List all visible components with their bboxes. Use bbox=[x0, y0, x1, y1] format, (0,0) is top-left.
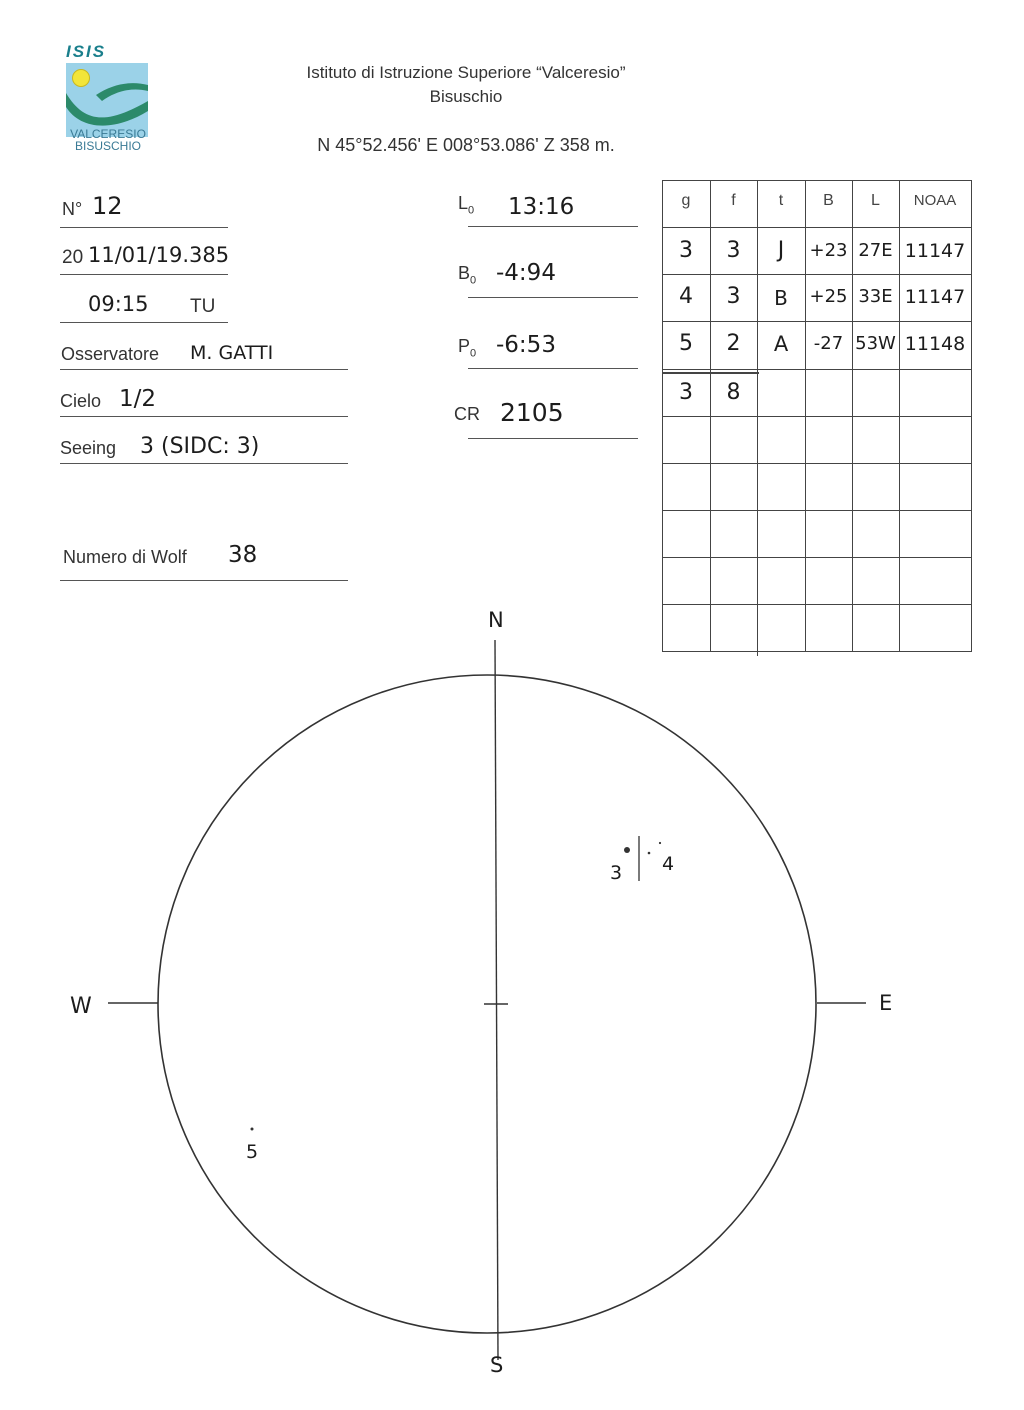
table-cell: 2 bbox=[726, 331, 741, 356]
b0-subscript: 0 bbox=[470, 274, 477, 287]
p0-value: -6:53 bbox=[496, 332, 556, 358]
table-cell: 33E bbox=[858, 286, 893, 307]
date-rule bbox=[60, 274, 228, 275]
table-cell: 11148 bbox=[904, 333, 966, 355]
school-logo bbox=[60, 40, 156, 158]
table-header-l: L bbox=[871, 192, 880, 209]
group-label-4: 4 bbox=[662, 853, 675, 875]
wave-icon bbox=[66, 63, 148, 137]
sunspot-group-4 bbox=[659, 842, 661, 844]
numero-value: 12 bbox=[92, 192, 123, 220]
table-cell: 27E bbox=[858, 240, 893, 261]
table-cell: 5 bbox=[679, 331, 693, 356]
time-unit: TU bbox=[190, 296, 216, 317]
institute-town: Bisuschio bbox=[429, 87, 503, 106]
b0-letter: B bbox=[458, 263, 471, 283]
disk-label-west: W bbox=[70, 994, 92, 1019]
l0-rule bbox=[468, 226, 638, 227]
disk-label-south: S bbox=[490, 1353, 504, 1377]
table-cell: 3 bbox=[726, 238, 741, 263]
logo-emblem bbox=[66, 63, 148, 137]
table-header-f: f bbox=[731, 192, 736, 209]
table-header-g: g bbox=[681, 192, 691, 209]
group-label-5: 5 bbox=[246, 1141, 259, 1163]
wolf-rule bbox=[60, 580, 348, 581]
cr-label: CR bbox=[454, 404, 480, 424]
table-header-b: B bbox=[823, 192, 834, 209]
disk-label-east: E bbox=[879, 991, 893, 1015]
date-value: 11/01/19.385 bbox=[88, 243, 230, 267]
table-row-divider bbox=[662, 557, 972, 558]
table-cell: 3 bbox=[726, 284, 741, 309]
logo-caption bbox=[60, 128, 156, 152]
cr-rule bbox=[468, 438, 638, 439]
table-row-divider bbox=[662, 463, 972, 464]
disk-label-north: N bbox=[488, 608, 504, 632]
table-cell: A bbox=[773, 332, 789, 356]
osservatore-rule bbox=[60, 369, 348, 370]
seeing-value: 3 (SIDC: 3) bbox=[140, 434, 260, 459]
osservatore-label: Osservatore bbox=[61, 344, 160, 364]
logo-caption-line2: BISUSCHIO bbox=[74, 139, 141, 153]
table-cell: +25 bbox=[809, 286, 848, 307]
table-cell: 3 bbox=[679, 238, 693, 263]
table-row-divider bbox=[662, 510, 972, 511]
institute-name: Istituto di Istruzione Superiore “Valceresio” bbox=[306, 63, 626, 82]
cr-value: 2105 bbox=[500, 398, 564, 427]
table-cell: +23 bbox=[809, 240, 848, 261]
numero-label: N° bbox=[62, 199, 83, 219]
north-south-axis bbox=[495, 640, 498, 1360]
l0-value: 13:16 bbox=[508, 194, 575, 220]
table-cell: 53W bbox=[855, 333, 896, 354]
table-total-g: 3 bbox=[679, 380, 693, 405]
seeing-label: Seeing bbox=[60, 438, 117, 458]
table-row-divider bbox=[662, 321, 972, 322]
date-prefix: 20 bbox=[62, 247, 84, 268]
table-row-divider bbox=[662, 416, 972, 417]
table-border-top bbox=[662, 180, 972, 181]
table-total-f: 8 bbox=[726, 380, 741, 405]
sunspot-groups-table bbox=[662, 180, 972, 652]
sunspot-group-3 bbox=[624, 847, 630, 853]
time-value: 09:15 bbox=[88, 292, 149, 316]
table-cell: 11147 bbox=[904, 240, 966, 262]
table-header-noaa: NOAA bbox=[913, 192, 957, 209]
solar-disk-drawing bbox=[0, 600, 1024, 1390]
p0-label bbox=[458, 336, 476, 360]
logo-wordmark: ISIS bbox=[66, 42, 107, 61]
table-row-divider bbox=[662, 227, 972, 228]
observatory-coordinates: N 45°52.456' E 008°53.086' Z 358 m. bbox=[317, 135, 615, 155]
time-rule bbox=[60, 322, 228, 323]
p0-letter: P bbox=[458, 336, 471, 356]
wolf-value: 38 bbox=[228, 542, 258, 568]
table-cell: J bbox=[777, 238, 785, 263]
l0-label bbox=[458, 193, 474, 217]
table-cell: B bbox=[774, 286, 788, 310]
table-row-divider bbox=[662, 369, 972, 370]
l0-letter: L bbox=[458, 193, 469, 213]
wolf-label: Numero di Wolf bbox=[63, 547, 187, 567]
table-row-divider bbox=[662, 274, 972, 275]
b0-label bbox=[458, 263, 476, 287]
seeing-rule bbox=[60, 463, 348, 464]
osservatore-value: M. GATTI bbox=[190, 342, 274, 364]
b0-value: -4:94 bbox=[496, 260, 556, 286]
table-cell: 11147 bbox=[904, 286, 966, 308]
cielo-rule bbox=[60, 416, 348, 417]
table-cell: -27 bbox=[813, 333, 844, 354]
l0-subscript: 0 bbox=[468, 204, 475, 217]
p0-subscript: 0 bbox=[470, 347, 477, 360]
sunspot-group-4 bbox=[648, 852, 651, 855]
table-total-rule bbox=[662, 372, 759, 374]
p0-rule bbox=[468, 368, 638, 369]
cielo-value: 1/2 bbox=[119, 386, 157, 412]
logo-caption-line1: VALCERESIO bbox=[70, 127, 146, 141]
numero-rule bbox=[60, 227, 228, 228]
b0-rule bbox=[468, 297, 638, 298]
sunspot-group-5 bbox=[251, 1128, 254, 1131]
table-header-t: t bbox=[778, 192, 784, 209]
table-cell: 4 bbox=[679, 284, 693, 309]
group-label-3: 3 bbox=[610, 862, 623, 884]
cielo-label: Cielo bbox=[60, 391, 102, 411]
